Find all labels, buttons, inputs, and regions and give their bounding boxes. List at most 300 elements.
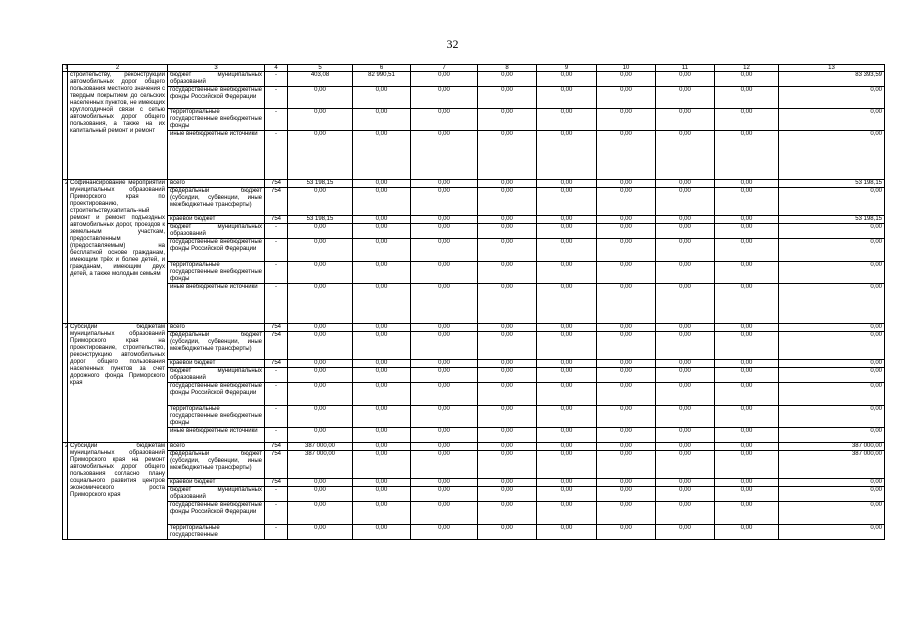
year-amount: 0,00 <box>288 324 353 332</box>
column-number: 11 <box>656 65 715 72</box>
item-name: Софинансирование мероприятий муниципальных образований Приморского края по проектированию, строительству,капиталь-ный ремонт и ремонт подъездных автомобильных дорог, проездов к земельным участкам, предоставленным (предоставляемым) на бесплатной основе гражданам, имеющим трёх и более детей, и гражданам, имеющим двух детей, а также молодым семьям <box>68 180 168 324</box>
table-row <box>63 131 885 180</box>
department-code: 754 <box>265 188 288 216</box>
year-amount: 0,00 <box>288 262 353 284</box>
year-amount: 0,00 <box>288 479 353 487</box>
year-amount: 0,00 <box>537 443 597 451</box>
year-amount: 0,00 <box>288 239 353 262</box>
funding-source: бюджет муниципальных образований <box>168 72 265 87</box>
year-amount: 0,00 <box>537 87 597 109</box>
year-amount: 0,00 <box>597 239 656 262</box>
year-amount: 0,00 <box>597 360 656 368</box>
year-amount: 0,00 <box>656 324 715 332</box>
funding-source: территориальные государственные внебюджетные фонды <box>168 262 265 284</box>
year-amount: 0,00 <box>656 180 715 188</box>
year-amount: 0,00 <box>411 451 478 479</box>
year-amount: 0,00 <box>715 487 779 502</box>
year-amount: 0,00 <box>597 332 656 360</box>
year-amount: 0,00 <box>411 284 478 324</box>
year-amount: 0,00 <box>478 383 537 406</box>
department-code: - <box>265 525 288 540</box>
year-amount: 0,00 <box>353 216 411 224</box>
year-amount: 0,00 <box>288 368 353 383</box>
funding-source: территориальные государственные внебюджетные фонды <box>168 406 265 428</box>
year-amount: 0,00 <box>597 180 656 188</box>
year-amount: 0,00 <box>411 324 478 332</box>
year-amount: 0,00 <box>537 406 597 428</box>
table-row <box>63 72 885 87</box>
funding-source: бюджет муниципальных образований <box>168 224 265 239</box>
column-number: 3 <box>168 65 265 72</box>
column-number-row <box>63 65 885 72</box>
year-amount: 0,00 <box>656 487 715 502</box>
year-amount: 0,00 <box>411 188 478 216</box>
year-amount: 0,00 <box>537 224 597 239</box>
year-amount: 0,00 <box>715 216 779 224</box>
year-amount: 0,00 <box>411 479 478 487</box>
column-number: 8 <box>478 65 537 72</box>
table-row <box>63 109 885 131</box>
year-amount: 0,00 <box>597 502 656 525</box>
year-amount: 0,00 <box>656 443 715 451</box>
department-code: - <box>265 368 288 383</box>
year-amount: 0,00 <box>478 428 537 443</box>
year-amount: 53 198,15 <box>288 216 353 224</box>
year-amount: 0,00 <box>597 479 656 487</box>
total-amount: 53 198,15 <box>779 216 885 224</box>
department-code: 754 <box>265 360 288 368</box>
department-code: - <box>265 224 288 239</box>
year-amount: 0,00 <box>715 324 779 332</box>
year-amount: 0,00 <box>597 109 656 131</box>
year-amount: 0,00 <box>537 479 597 487</box>
table-row <box>63 428 885 443</box>
budget-allocation-table <box>62 64 885 540</box>
total-amount: 0,00 <box>779 87 885 109</box>
year-amount: 0,00 <box>597 188 656 216</box>
table-row <box>63 451 885 479</box>
department-code: 754 <box>265 451 288 479</box>
year-amount: 0,00 <box>288 109 353 131</box>
year-amount: 0,00 <box>656 502 715 525</box>
department-code: - <box>265 428 288 443</box>
total-amount: 0,00 <box>779 109 885 131</box>
year-amount: 0,00 <box>597 487 656 502</box>
year-amount: 0,00 <box>353 239 411 262</box>
funding-source: бюджет муниципальных образований <box>168 487 265 502</box>
year-amount: 0,00 <box>353 131 411 180</box>
total-amount: 0,00 <box>779 487 885 502</box>
year-amount: 0,00 <box>656 360 715 368</box>
year-amount: 0,00 <box>715 284 779 324</box>
funding-source: федеральный бюджет (субсидии, субвенции, иные межбюджетные трансферты) <box>168 451 265 479</box>
year-amount: 0,00 <box>537 109 597 131</box>
year-amount: 0,00 <box>478 406 537 428</box>
year-amount: 0,00 <box>353 284 411 324</box>
year-amount: 0,00 <box>411 72 478 87</box>
year-amount: 0,00 <box>715 428 779 443</box>
year-amount: 0,00 <box>597 525 656 540</box>
year-amount: 0,00 <box>478 324 537 332</box>
year-amount: 0,00 <box>411 332 478 360</box>
year-amount: 0,00 <box>656 239 715 262</box>
year-amount: 0,00 <box>656 262 715 284</box>
funding-source: иные внебюджетные источники <box>168 131 265 180</box>
year-amount: 0,00 <box>478 72 537 87</box>
year-amount: 0,00 <box>353 487 411 502</box>
department-code: 754 <box>265 180 288 188</box>
year-amount: 0,00 <box>353 262 411 284</box>
funding-source: государственные внебюджетные фонды Российской Федерации <box>168 502 265 525</box>
funding-source: территориальные государственные <box>168 525 265 540</box>
year-amount: 0,00 <box>537 284 597 324</box>
funding-source: территориальные государственные внебюджетные фонды <box>168 109 265 131</box>
year-amount: 403,08 <box>288 72 353 87</box>
table-row <box>63 180 885 188</box>
year-amount: 0,00 <box>537 451 597 479</box>
year-amount: 0,00 <box>715 368 779 383</box>
table-body <box>63 65 885 540</box>
department-code: - <box>265 109 288 131</box>
year-amount: 0,00 <box>537 324 597 332</box>
year-amount: 0,00 <box>411 428 478 443</box>
table-row <box>63 479 885 487</box>
department-code: 754 <box>265 324 288 332</box>
column-number: 10 <box>597 65 656 72</box>
year-amount: 0,00 <box>478 525 537 540</box>
total-amount: 53 198,15 <box>779 180 885 188</box>
year-amount: 0,00 <box>656 479 715 487</box>
year-amount: 0,00 <box>597 428 656 443</box>
year-amount: 0,00 <box>715 479 779 487</box>
year-amount: 387 000,00 <box>288 443 353 451</box>
total-amount: 0,00 <box>779 239 885 262</box>
year-amount: 0,00 <box>537 188 597 216</box>
year-amount: 0,00 <box>411 262 478 284</box>
year-amount: 0,00 <box>715 109 779 131</box>
year-amount: 0,00 <box>597 72 656 87</box>
table-row <box>63 332 885 360</box>
year-amount: 0,00 <box>478 443 537 451</box>
year-amount: 0,00 <box>478 360 537 368</box>
department-code: - <box>265 406 288 428</box>
year-amount: 0,00 <box>656 406 715 428</box>
year-amount: 0,00 <box>656 109 715 131</box>
total-amount: 0,00 <box>779 525 885 540</box>
year-amount: 0,00 <box>537 428 597 443</box>
year-amount: 0,00 <box>288 360 353 368</box>
table-row <box>63 487 885 502</box>
year-amount: 0,00 <box>353 224 411 239</box>
total-amount: 0,00 <box>779 131 885 180</box>
year-amount: 0,00 <box>411 87 478 109</box>
year-amount: 0,00 <box>715 262 779 284</box>
year-amount: 0,00 <box>353 525 411 540</box>
year-amount: 0,00 <box>478 131 537 180</box>
year-amount: 0,00 <box>478 502 537 525</box>
year-amount: 0,00 <box>411 239 478 262</box>
year-amount: 0,00 <box>715 239 779 262</box>
table-row <box>63 383 885 406</box>
year-amount: 0,00 <box>288 502 353 525</box>
year-amount: 0,00 <box>537 383 597 406</box>
year-amount: 0,00 <box>656 383 715 406</box>
column-number: 2 <box>68 65 168 72</box>
year-amount: 0,00 <box>715 224 779 239</box>
year-amount: 0,00 <box>537 525 597 540</box>
year-amount: 0,00 <box>478 239 537 262</box>
year-amount: 0,00 <box>715 451 779 479</box>
year-amount: 0,00 <box>411 368 478 383</box>
year-amount: 0,00 <box>715 188 779 216</box>
year-amount: 0,00 <box>478 451 537 479</box>
column-number: 13 <box>779 65 885 72</box>
year-amount: 0,00 <box>537 487 597 502</box>
table-row <box>63 360 885 368</box>
year-amount: 0,00 <box>715 360 779 368</box>
column-number <box>63 65 68 72</box>
total-amount: 0,00 <box>779 502 885 525</box>
year-amount: 0,00 <box>597 324 656 332</box>
department-code: - <box>265 131 288 180</box>
item-name: Субсидии бюджетам муниципальных образований Приморского края на проектирование, строительство, реконструкцию автомобильных дорог общего пользования населенных пунктов за счет дорожного фонда Приморского края <box>68 324 168 443</box>
year-amount: 0,00 <box>478 332 537 360</box>
year-amount: 0,00 <box>288 188 353 216</box>
table-row <box>63 188 885 216</box>
year-amount: 0,00 <box>288 131 353 180</box>
table-row <box>63 525 885 540</box>
year-amount: 0,00 <box>288 332 353 360</box>
total-amount: 0,00 <box>779 324 885 332</box>
year-amount: 0,00 <box>715 332 779 360</box>
year-amount: 0,00 <box>537 72 597 87</box>
year-amount: 0,00 <box>597 131 656 180</box>
year-amount: 0,00 <box>288 428 353 443</box>
year-amount: 0,00 <box>353 443 411 451</box>
year-amount: 0,00 <box>353 360 411 368</box>
funding-source: государственные внебюджетные фонды Российской Федерации <box>168 383 265 406</box>
year-amount: 0,00 <box>656 131 715 180</box>
item-name: Субсидии бюджетам муниципальных образований Приморского края на ремонт автомобильных дорог общего пользования согласно плану социального развития центров экономического роста Приморского края <box>68 443 168 540</box>
table-row <box>63 284 885 324</box>
funding-source: государственные внебюджетные фонды Российской Федерации <box>168 239 265 262</box>
funding-source: государственные внебюджетные фонды Российской Федерации <box>168 87 265 109</box>
year-amount: 0,00 <box>411 224 478 239</box>
year-amount: 0,00 <box>715 72 779 87</box>
year-amount: 0,00 <box>288 406 353 428</box>
year-amount: 0,00 <box>478 109 537 131</box>
year-amount: 0,00 <box>288 487 353 502</box>
year-amount: 0,00 <box>715 525 779 540</box>
year-amount: 0,00 <box>656 224 715 239</box>
year-amount: 0,00 <box>411 525 478 540</box>
year-amount: 0,00 <box>478 180 537 188</box>
item-name: строительству, реконструкции автомобильных дорог общего пользования местного значения с твердым покрытием до сельских населенных пунктов, не имеющих круглогодичной связи с сетью автомобильных дорог общего пользования, а также на их капитальный ремонт и ремонт <box>68 72 168 180</box>
year-amount: 0,00 <box>353 332 411 360</box>
table-row <box>63 262 885 284</box>
year-amount: 0,00 <box>597 262 656 284</box>
year-amount: 0,00 <box>411 406 478 428</box>
total-amount: 0,00 <box>779 332 885 360</box>
year-amount: 0,00 <box>715 406 779 428</box>
column-number: 4 <box>265 65 288 72</box>
table-row <box>63 239 885 262</box>
year-amount: 0,00 <box>411 360 478 368</box>
year-amount: 0,00 <box>715 443 779 451</box>
year-amount: 0,00 <box>656 188 715 216</box>
year-amount: 0,00 <box>353 180 411 188</box>
funding-source: краевой бюджет <box>168 216 265 224</box>
year-amount: 0,00 <box>411 109 478 131</box>
year-amount: 0,00 <box>353 368 411 383</box>
year-amount: 0,00 <box>597 443 656 451</box>
year-amount: 0,00 <box>537 262 597 284</box>
year-amount: 0,00 <box>656 525 715 540</box>
year-amount: 0,00 <box>715 131 779 180</box>
year-amount: 0,00 <box>353 451 411 479</box>
year-amount: 0,00 <box>597 284 656 324</box>
year-amount: 0,00 <box>537 360 597 368</box>
column-number: 12 <box>715 65 779 72</box>
total-amount: 387 000,00 <box>779 451 885 479</box>
year-amount: 0,00 <box>537 180 597 188</box>
year-amount: 0,00 <box>478 368 537 383</box>
year-amount: 0,00 <box>537 368 597 383</box>
department-code: - <box>265 87 288 109</box>
column-number: 7 <box>411 65 478 72</box>
year-amount: 0,00 <box>478 479 537 487</box>
year-amount: 0,00 <box>537 332 597 360</box>
year-amount: 0,00 <box>597 406 656 428</box>
column-number: 5 <box>288 65 353 72</box>
year-amount: 82 990,51 <box>353 72 411 87</box>
department-code: 754 <box>265 332 288 360</box>
year-amount: 0,00 <box>597 383 656 406</box>
year-amount: 0,00 <box>478 284 537 324</box>
funding-source: всего <box>168 324 265 332</box>
year-amount: 0,00 <box>597 224 656 239</box>
year-amount: 0,00 <box>597 368 656 383</box>
department-code: - <box>265 262 288 284</box>
year-amount: 0,00 <box>353 428 411 443</box>
funding-source: бюджет муниципальных образований <box>168 368 265 383</box>
year-amount: 0,00 <box>288 383 353 406</box>
year-amount: 0,00 <box>478 216 537 224</box>
department-code: - <box>265 502 288 525</box>
year-amount: 0,00 <box>353 87 411 109</box>
year-amount: 0,00 <box>411 216 478 224</box>
total-amount: 0,00 <box>779 284 885 324</box>
year-amount: 0,00 <box>656 72 715 87</box>
year-amount: 0,00 <box>411 180 478 188</box>
year-amount: 0,00 <box>478 262 537 284</box>
year-amount: 0,00 <box>715 383 779 406</box>
year-amount: 0,00 <box>353 406 411 428</box>
total-amount: 0,00 <box>779 428 885 443</box>
year-amount: 0,00 <box>478 224 537 239</box>
year-amount: 0,00 <box>656 216 715 224</box>
total-amount: 0,00 <box>779 383 885 406</box>
year-amount: 0,00 <box>478 487 537 502</box>
table-row <box>63 216 885 224</box>
column-number: 9 <box>537 65 597 72</box>
funding-source: федеральный бюджет (субсидии, субвенции, иные межбюджетные трансферты) <box>168 188 265 216</box>
funding-source: иные внебюджетные источники <box>168 284 265 324</box>
funding-source: всего <box>168 180 265 188</box>
year-amount: 0,00 <box>537 131 597 180</box>
department-code: - <box>265 284 288 324</box>
department-code: - <box>265 383 288 406</box>
table-row <box>63 406 885 428</box>
page-number: 32 <box>446 37 459 51</box>
total-amount: 83 393,59 <box>779 72 885 87</box>
year-amount: 0,00 <box>353 479 411 487</box>
year-amount: 0,00 <box>478 188 537 216</box>
year-amount: 0,00 <box>656 451 715 479</box>
total-amount: 387 000,00 <box>779 443 885 451</box>
year-amount: 0,00 <box>656 428 715 443</box>
year-amount: 0,00 <box>353 188 411 216</box>
table-row <box>63 368 885 383</box>
year-amount: 0,00 <box>353 109 411 131</box>
department-code: - <box>265 239 288 262</box>
year-amount: 0,00 <box>411 383 478 406</box>
year-amount: 0,00 <box>656 87 715 109</box>
table-row <box>63 502 885 525</box>
year-amount: 0,00 <box>597 216 656 224</box>
year-amount: 0,00 <box>411 443 478 451</box>
funding-source: федеральный бюджет (субсидии, субвенции, иные межбюджетные трансферты) <box>168 332 265 360</box>
year-amount: 0,00 <box>656 332 715 360</box>
department-code: - <box>265 72 288 87</box>
department-code: - <box>265 487 288 502</box>
year-amount: 0,00 <box>353 324 411 332</box>
department-code: 754 <box>265 479 288 487</box>
table-row <box>63 324 885 332</box>
year-amount: 0,00 <box>288 87 353 109</box>
column-number: 6 <box>353 65 411 72</box>
year-amount: 53 198,15 <box>288 180 353 188</box>
department-code: 754 <box>265 216 288 224</box>
year-amount: 0,00 <box>715 180 779 188</box>
funding-source: всего <box>168 443 265 451</box>
year-amount: 0,00 <box>288 525 353 540</box>
year-amount: 0,00 <box>537 216 597 224</box>
funding-source: иные внебюджетные источники <box>168 428 265 443</box>
year-amount: 0,00 <box>411 131 478 180</box>
year-amount: 0,00 <box>656 368 715 383</box>
table-row <box>63 224 885 239</box>
total-amount: 0,00 <box>779 224 885 239</box>
year-amount: 0,00 <box>537 239 597 262</box>
year-amount: 0,00 <box>288 224 353 239</box>
year-amount: 0,00 <box>353 502 411 525</box>
total-amount: 0,00 <box>779 262 885 284</box>
year-amount: 0,00 <box>478 87 537 109</box>
year-amount: 0,00 <box>597 87 656 109</box>
department-code: 754 <box>265 443 288 451</box>
year-amount: 0,00 <box>411 502 478 525</box>
year-amount: 0,00 <box>715 87 779 109</box>
year-amount: 0,00 <box>411 487 478 502</box>
year-amount: 0,00 <box>288 284 353 324</box>
year-amount: 0,00 <box>597 451 656 479</box>
total-amount: 0,00 <box>779 360 885 368</box>
total-amount: 0,00 <box>779 368 885 383</box>
total-amount: 0,00 <box>779 188 885 216</box>
year-amount: 0,00 <box>656 284 715 324</box>
table-row <box>63 443 885 451</box>
